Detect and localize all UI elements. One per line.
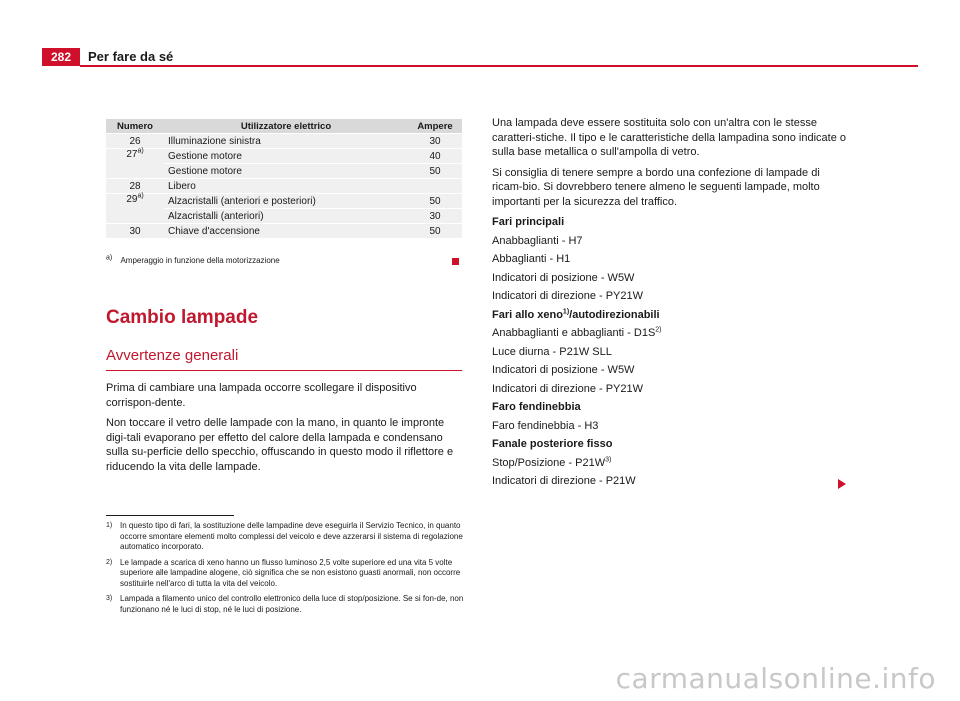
bulb-item (492, 326, 852, 341)
bulb-item: Indicatori di posizione - W5W (492, 364, 635, 376)
page-number: 282 (42, 48, 80, 66)
table-row (106, 149, 462, 163)
bulb-item: Indicatori di direzione - PY21W (492, 290, 644, 302)
footnote-mark: 1) (106, 522, 113, 529)
cell-ampere (408, 179, 462, 193)
cell-number-text: 27 (126, 149, 138, 160)
cell-user: Gestione motore (164, 149, 408, 163)
cell-user: Illuminazione sinistra (164, 134, 408, 148)
cell-number (106, 194, 164, 223)
table-footnote-mark: a) (106, 254, 113, 262)
cell-number: 30 (106, 224, 164, 238)
paragraph: Una lampada deve essere sostituita solo con un'altra con le stesse caratteri-stiche. Il tipo e le caratteristiche della lampadina sono indicate o sulla base metallica o sull'ampolla di vetro. (492, 117, 847, 158)
cell-number: 28 (106, 179, 164, 193)
footnote (106, 558, 466, 590)
cell-ampere: 40 (408, 149, 462, 163)
bulb-group-heading: Fari principali (492, 216, 565, 228)
cell-ampere: 50 (408, 164, 462, 178)
subsection-rule (106, 370, 462, 371)
paragraph: Non toccare il vetro delle lampade con la mano, in quanto le impronte digi-tali evaporano per effetto del calore della lampada e condensano sulla su-perficie dello specchio, offuscando in questo modo il riflettore e riducendo la vita delle lampade. (106, 417, 454, 473)
bulb-item: Faro fendinebbia - H3 (492, 419, 599, 432)
watermark: carmanualsonline.info (615, 662, 936, 695)
section-title: Cambio lampade (106, 307, 259, 328)
footnote (106, 521, 466, 553)
cell-number: 26 (106, 134, 164, 148)
bulb-item-text: Anabbaglianti e abbaglianti - D1S (492, 327, 656, 339)
cell-user: Chiave d'accensione (164, 224, 408, 238)
footnote-mark: 2) (106, 558, 113, 566)
footnote-ref: 2) (655, 326, 662, 334)
column-header-number: Numero (106, 119, 164, 133)
bulb-item: Luce diurna - P21W SLL (492, 345, 612, 358)
column-header-user: Utilizzatore elettrico (164, 119, 408, 133)
table-row (106, 194, 462, 208)
bulb-item: Anabbaglianti - H7 (492, 234, 583, 247)
footnote-ref: 1) (562, 307, 570, 315)
heading-text-tail: /autodirezionabili (569, 308, 660, 321)
footnotes (106, 521, 466, 620)
heading-text: Fari allo xeno (492, 308, 563, 321)
cell-user: Alzacristalli (anteriori e posteriori) (164, 194, 408, 208)
bulb-item-text: Stop/Posizione - P21W (492, 456, 606, 469)
bulb-item: Indicatori di direzione - P21W (492, 475, 636, 487)
cell-number (106, 149, 164, 178)
right-column (492, 116, 852, 493)
footnote-ref: 3) (605, 455, 612, 463)
cell-ampere: 50 (408, 194, 462, 208)
header-rule (80, 65, 918, 67)
footnote-ref: a) (137, 147, 144, 155)
bulb-item (492, 456, 852, 471)
bulb-group-heading: Faro fendinebbia (492, 401, 581, 413)
footnote-text: Lampada a filamento unico del controllo elettronico della luce di stop/posizione. Se si fon-de, non funzionano né le luci di stop, né le luci di posizione. (120, 594, 464, 614)
subsection-title: Avvertenze generali (106, 347, 239, 364)
fuse-table (106, 118, 462, 239)
cell-ampere: 50 (408, 224, 462, 238)
table-footnote-text: Amperaggio in funzione della motorizzazione (120, 256, 280, 265)
paragraph: Si consiglia di tenere sempre a bordo una confezione di lampade di ricam-bio. Si dovrebbero tenere almeno le seguenti lampade, molto importanti per la sicurezza del traffico. (492, 166, 820, 208)
table-footnote (106, 256, 280, 265)
footnote-text: In questo tipo di fari, la sostituzione delle lampadine deve eseguirla il Servizio Tecnico, in quanto occorre smontare elementi molto complessi del veicolo e deve azzerarsi il sistema di regolazione automatico incorporato. (120, 521, 463, 551)
cell-ampere: 30 (408, 134, 462, 148)
footnote-rule (106, 515, 234, 516)
bulb-group-heading (492, 308, 852, 323)
paragraph: Prima di cambiare una lampada occorre scollegare il dispositivo corrispon-dente. (106, 382, 417, 409)
cell-user: Libero (164, 179, 408, 193)
cell-user: Gestione motore (164, 164, 408, 178)
bulb-item: Indicatori di direzione - PY21W (492, 382, 644, 395)
table-row (106, 179, 462, 193)
footnote-mark: 3) (106, 595, 113, 602)
table-row (106, 134, 462, 148)
footnote-ref: a) (137, 192, 144, 200)
table-header-row (106, 119, 462, 133)
running-title: Per fare da sé (88, 49, 174, 64)
cell-ampere: 30 (408, 209, 462, 223)
cell-number-text: 29 (126, 194, 138, 205)
table-row (106, 224, 462, 238)
continue-arrow-icon (838, 479, 846, 489)
footnote-text: Le lampade a scarica di xeno hanno un flusso luminoso 2,5 volte superiore ed una vita 5 volte superiore alle lampadine alogene, ciò significa che se non esistono guasti anormali, non occorre sostituirle nell'arco di tutta la vita del veicolo. (120, 557, 461, 588)
footnote (106, 594, 466, 615)
bulb-item: Abbaglianti - H1 (492, 253, 571, 265)
bulb-group-heading: Fanale posteriore fisso (492, 438, 613, 450)
bulb-item: Indicatori di posizione - W5W (492, 271, 635, 284)
cell-user: Alzacristalli (anteriori) (164, 209, 408, 223)
column-header-ampere: Ampere (408, 119, 462, 133)
end-of-section-marker (452, 258, 459, 265)
